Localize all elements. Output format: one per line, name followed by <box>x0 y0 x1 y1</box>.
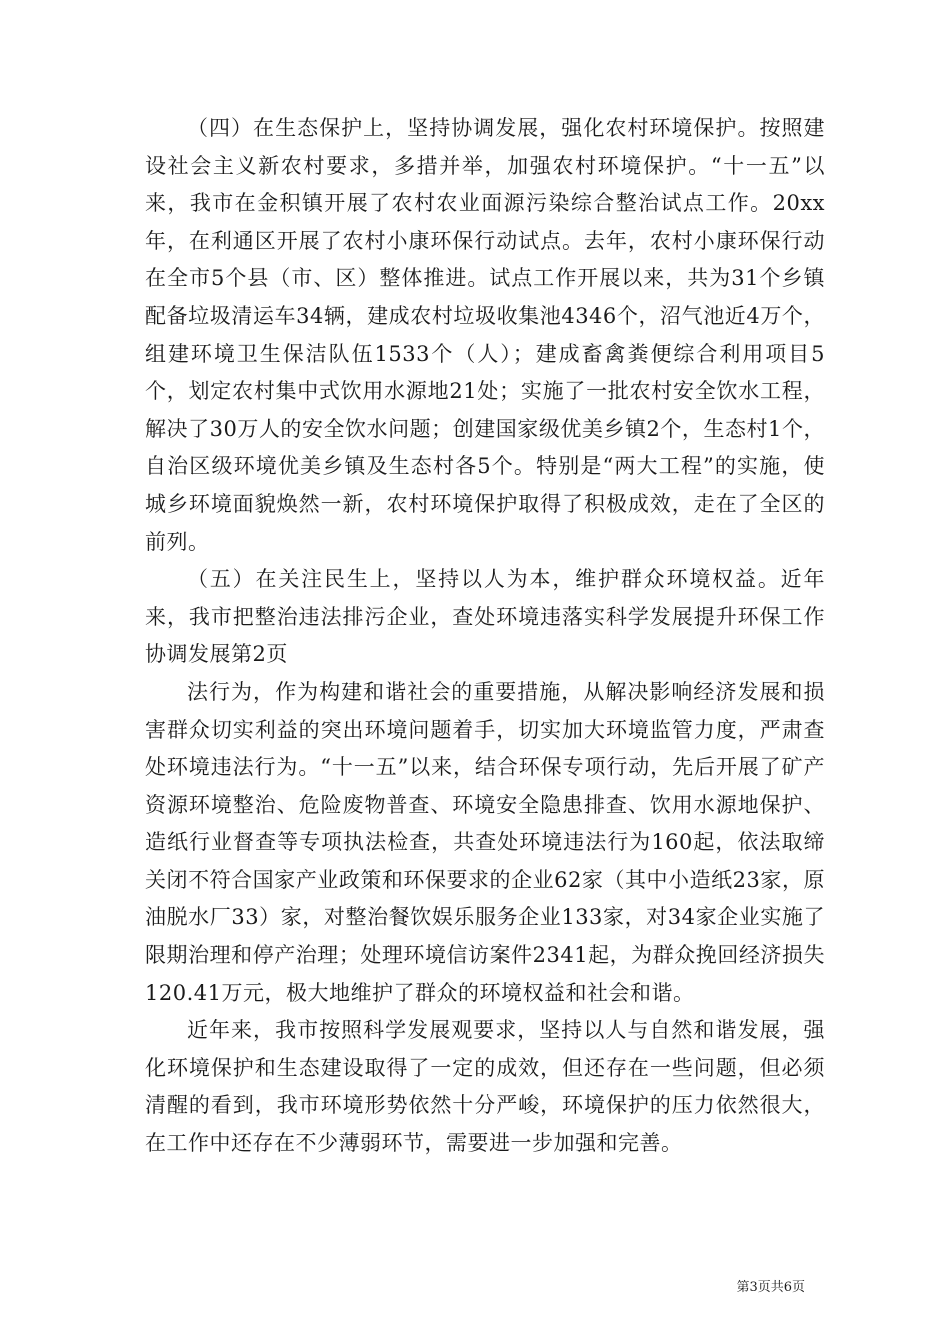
document-body <box>145 110 825 1163</box>
paragraph-livelihood: （五）在关注民生上，坚持以人为本，维护群众环境权益。近年来，我市把整治违法排污企业，查处环境违落实科学发展提升环保工作协调发展第2页 <box>145 567 825 667</box>
page-number-footer: 第3页共6页 <box>736 1280 805 1295</box>
paragraph-ecological-protection: （四）在生态保护上，坚持协调发展，强化农村环境保护。按照建设社会主义新农村要求，多措并举，加强农村环境保护。“十一五”以来，我市在金积镇开展了农村农业面源污染综合整治试点工作。20xx年，在利通区开展了农村小康环保行动试点。去年，农村小康环保行动在全市5个县（市、区）整体推进。试点工作开展以来，共为31个乡镇配备垃圾清运车34辆，建成农村垃圾收集池4346个，沼气池近4万个，组建环境卫生保洁队伍1533个（人）；建成畜禽粪便综合利用项目5个，划定农村集中式饮用水源地21处；实施了一批农村安全饮水工程，解决了30万人的安全饮水问题；创建国家级优美乡镇2个，生态村1个，自治区级环境优美乡镇及生态村各5个。特别是“两大工程”的实施，使城乡环境面貌焕然一新，农村环境保护取得了积极成效，走在了全区的前列。 <box>145 116 825 554</box>
paragraph-recent-years: 近年来，我市按照科学发展观要求，坚持以人与自然和谐发展，强化环境保护和生态建设取得了一定的成效，但还存在一些问题，但必须清醒的看到，我市环境形势依然十分严峻，环境保护的压力依然很大，在工作中还存在不少薄弱环节，需要进一步加强和完善。 <box>145 1018 825 1156</box>
paragraph-law-enforcement: 法行为，作为构建和谐社会的重要措施，从解决影响经济发展和损害群众切实利益的突出环境问题着手，切实加大环境监管力度，严肃查处环境违法行为。“十一五”以来，结合环保专项行动，先后开展了矿产资源环境整治、危险废物普查、环境安全隐患排查、饮用水源地保护、造纸行业督查等专项执法检查，共查处环境违法行为160起，依法取缔关闭不符合国家产业政策和环保要求的企业62家（其中小造纸23家，原油脱水厂33）家，对整治餐饮娱乐服务企业133家，对34家企业实施了限期治理和停产治理；处理环境信访案件2341起，为群众挽回经济损失120.41万元，极大地维护了群众的环境权益和社会和谐。 <box>145 679 825 1005</box>
